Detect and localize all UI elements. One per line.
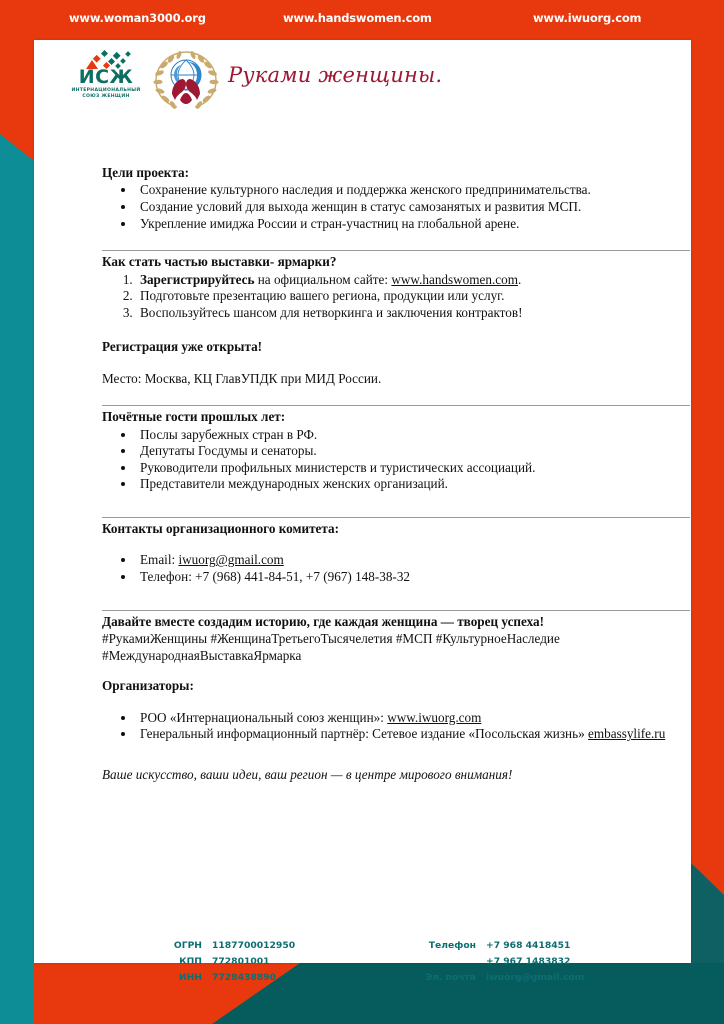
kpp-label: КПП	[179, 956, 202, 967]
organizer-1-text: РОО «Интернациональный союз женщин»:	[140, 709, 388, 725]
kpp-value: 772801001	[212, 956, 270, 967]
footer-right-column	[414, 938, 584, 986]
url-woman3000[interactable]: www.woman3000.org	[69, 11, 206, 25]
link-iwuorg[interactable]: www.iwuorg.com	[387, 709, 482, 725]
howto-list	[102, 272, 690, 322]
guests-heading: Почётные гости прошлых лет:	[102, 409, 286, 425]
list-item: • Сохранение культурного наследия и поддержка женского предпринимательства.	[136, 182, 690, 199]
ogrn-label: ОГРН	[173, 940, 202, 951]
document-content	[102, 165, 690, 783]
document-sheet	[34, 40, 691, 983]
footer-row	[140, 970, 295, 986]
organizers-heading: Организаторы:	[102, 678, 194, 694]
howto-heading: Как стать частью выставки- ярмарки?	[102, 254, 337, 270]
organizers-list	[102, 710, 690, 743]
email-label: Email:	[140, 552, 179, 568]
list-item: • Создание условий для выхода женщин в статус самозанятых и развития МСП.	[136, 199, 690, 216]
link-handswomen[interactable]: www.handswomen.com	[391, 271, 518, 287]
email-value-footer: iwuorg@gmail.com	[486, 972, 585, 983]
link-email[interactable]: iwuorg@gmail.com	[178, 552, 284, 568]
isj-logo	[68, 50, 144, 108]
list-item: 3. Воспользуйтесь шансом для нетворкинга и заключения контрактов!	[136, 305, 690, 322]
footer-row	[414, 970, 584, 986]
isj-subtitle-line1: ИНТЕРНАЦИОНАЛЬНЫЙ	[71, 88, 141, 93]
hashtags-line-2: #МеждународнаяВыставкаЯрмарка	[102, 647, 302, 663]
list-item: • Укрепление имиджа России и стран-участниц на глобальной арене.	[136, 216, 690, 233]
list-item: • Депутаты Госдумы и сенаторы.	[136, 443, 690, 460]
contacts-list	[102, 552, 690, 585]
footer-row	[414, 954, 584, 970]
organizer-2-text: Генеральный информационный партнёр: Сетевое издание «Посольская жизнь»	[140, 726, 589, 742]
isj-subtitle	[68, 88, 144, 100]
footer-row	[140, 954, 295, 970]
guests-list	[102, 427, 690, 493]
top-url-bar	[0, 0, 724, 40]
url-iwuorg[interactable]: www.iwuorg.com	[533, 11, 642, 25]
list-item: • Представители международных женских организаций.	[136, 476, 690, 493]
list-item: • Руководители профильных министерств и туристических ассоциаций.	[136, 460, 690, 477]
goals-heading: Цели проекта:	[102, 165, 190, 180]
divider	[102, 405, 690, 406]
list-item	[136, 272, 690, 289]
goals-list	[102, 182, 690, 232]
divider	[102, 517, 690, 518]
closing-statement: Ваше искусство, ваши идеи, ваш регион — в центре мирового внимания!	[102, 766, 513, 782]
phone-value-2: +7 967 1483832	[486, 956, 571, 967]
footer-row	[414, 938, 584, 954]
hashtags-line-1: #РукамиЖенщины #ЖенщинаТретьегоТысячелетия #МСП #КультурноеНаследие	[102, 630, 560, 646]
venue-text: Место: Москва, КЦ ГлавУПДК при МИД России.	[102, 370, 382, 386]
list-item	[136, 552, 690, 569]
list-item	[136, 726, 690, 743]
contacts-heading: Контакты организационного комитета:	[102, 520, 340, 536]
ogrn-value: 1187700012950	[212, 940, 296, 951]
list-item: • Послы зарубежных стран в РФ.	[136, 427, 690, 444]
list-item	[136, 710, 690, 727]
logo-band	[34, 48, 691, 110]
divider	[102, 610, 690, 611]
list-item: 2. Подготовьте презентацию вашего региона, продукции или услуг.	[136, 288, 690, 305]
list-item: • Телефон: +7 (968) 441-84-51, +7 (967) 148-38-32	[136, 569, 690, 586]
footer-contacts	[34, 938, 691, 998]
inn-value: 7728438890	[212, 972, 276, 983]
footer-row	[140, 938, 295, 954]
isj-subtitle-line2: СОЮЗ ЖЕНЩИН	[82, 94, 130, 100]
link-embassylife[interactable]: embassylife.ru	[588, 726, 666, 742]
slogan-text: Давайте вместе создадим историю, где каждая женщина — творец успеха!	[102, 613, 545, 629]
phone-value-1: +7 968 4418451	[486, 940, 571, 951]
register-rest: на официальном сайте:	[254, 271, 392, 287]
email-label-footer: Эл. почта	[425, 972, 476, 983]
registration-open-heading: Регистрация уже открыта!	[102, 339, 263, 355]
footer-left-column	[140, 938, 295, 986]
wreath-globe-hands-emblem-icon	[150, 48, 222, 110]
isj-abbreviation: ИСЖ	[78, 66, 134, 88]
phone-label: Телефон	[428, 940, 476, 951]
handswomen-script-title: Руками женщины.	[228, 63, 443, 87]
inn-label: ИНН	[178, 972, 202, 983]
url-handswomen[interactable]: www.handswomen.com	[283, 11, 432, 25]
register-tail: .	[517, 271, 522, 287]
divider	[102, 250, 690, 251]
register-bold: Зарегистрируйтесь	[140, 271, 255, 287]
